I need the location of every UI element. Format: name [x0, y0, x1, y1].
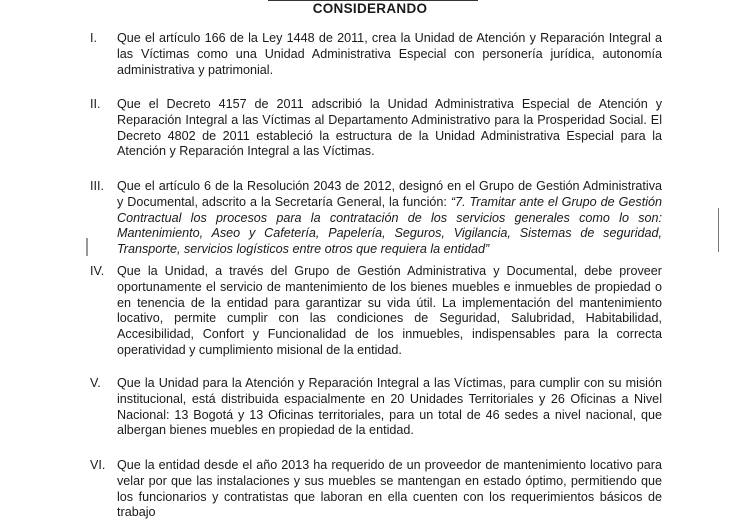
clause-text: Que la Unidad, a través del Grupo de Gestión Administrativa y Documental, debe proveer oportunamente el servicio de mantenimiento de los bienes muebles e inmuebles de propiedad o en tenencia de la entidad para garantizar su vida útil. La implementación del mantenimiento locativo, permite cumplir con las condiciones de Seguridad, Salubridad, Habitabilidad, Accesibilidad, Confort y Funcionalidad de los inmuebles, indispensables para la correcta operatividad y cumplimiento misional de la entidad. [117, 264, 662, 357]
clause-text-intro: Que el artículo 6 de la Resolución 2043 de 2012, designó en el Grupo de Gestión Administrativa y Documental, adscrito a la Secretaría General, la función: [117, 179, 662, 209]
clause-numeral: V. [90, 376, 101, 390]
clause-text: Que el Decreto 4157 de 2011 adscribió la Unidad Administrativa Especial de Atención y Reparación Integral a las Víctimas al Departamento Administrativo para la Prosperidad Social. El Decreto 4802 de 2011 estableció la estructura de la Unidad Administrativa Especial para la Atención y Reparación Integral a las Víctimas. [117, 97, 662, 159]
clause-numeral: IV. [90, 264, 105, 278]
clause-quote: “7. Tramitar ante el Grupo de Gestión Contractual los procesos para la contratación de los servicios generales como lo son: Mantenimiento, Aseo y Cafetería, Papelería, Seguros, Vigilancia, Sistemas de seguridad, Transporte, servicios logísticos entre otros que requiera la entidad” [117, 194, 663, 257]
clause-text: Que el artículo 166 de la Ley 1448 de 2011, crea la Unidad de Atención y Reparación Integral a las Víctimas como una Unidad Administrativa Especial con personería jurídica, autonomía administrativa y patrimonial. [117, 31, 662, 77]
clause-text: Que la Unidad para la Atención y Reparación Integral a las Víctimas, para cumplir con su misión institucional, está distribuida espacialmente en 20 Unidades Territoriales y 26 Oficinas a Nivel Nacional: 13 Bogotá y 13 Oficinas territoriales, para un total de 46 sedes a nivel nacional, que albergan bienes muebles en propiedad de la entidad. [117, 376, 662, 438]
clause-text [117, 179, 662, 258]
clause-numeral: I. [90, 31, 97, 45]
scan-artifact-mark [86, 238, 88, 256]
clause-numeral: VI. [90, 458, 106, 472]
clause-text: Que la entidad desde el año 2013 ha requerido de un proveedor de mantenimiento locativo para velar por que las instalaciones y sus muebles se mantengan en estado óptimo, permitiendo que los funcionarios y contratistas que laboran en ella cuenten con los requerimientos básicos de trabajo [117, 458, 662, 520]
clause-numeral: III. [90, 179, 104, 193]
scan-artifact-mark [718, 208, 719, 252]
clause-numeral: II. [90, 97, 101, 111]
section-title: CONSIDERANDO [312, 1, 428, 16]
